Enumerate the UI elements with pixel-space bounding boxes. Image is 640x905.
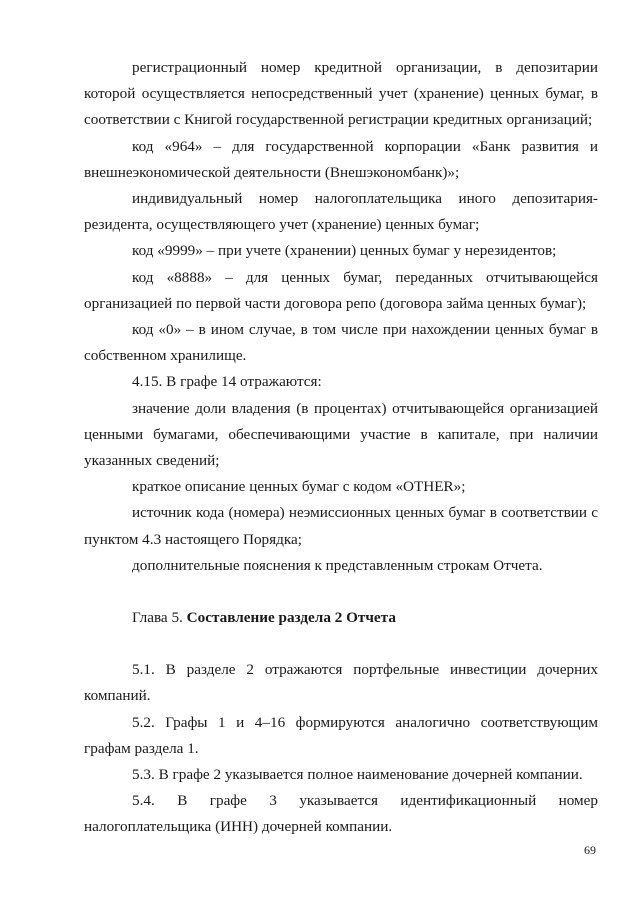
paragraph: 5.1. В разделе 2 отражаются портфельные инвестиции дочерних компаний. — [84, 661, 598, 705]
paragraph: 5.3. В графе 2 указывается полное наименование дочерней компании. — [132, 766, 583, 784]
paragraph: значение доли владения (в процентах) отчитывающейся организацией ценными бумагами, обеспечивающими участие в капитале, при наличии указанных сведений; — [84, 399, 598, 470]
paragraph: код «8888» – для ценных бумаг, переданных отчитывающейся организацией по первой части договора репо (договора займа ценных бумаг); — [84, 268, 598, 312]
chapter-prefix: Глава 5. — [132, 609, 187, 627]
chapter-heading — [84, 605, 598, 631]
paragraph: источник кода (номера) неэмиссионных ценных бумаг в соответствии с пунктом 4.3 настоящего Порядка; — [84, 504, 598, 548]
spacer — [84, 631, 598, 657]
paragraph: 4.15. В графе 14 отражаются: — [132, 373, 322, 391]
page-number: 69 — [584, 843, 596, 857]
paragraph: краткое описание ценных бумаг с кодом «OTHER»; — [132, 478, 466, 496]
paragraph: регистрационный номер кредитной организации, в депозитарии которой осуществляется непосредственный учет (хранение) ценных бумаг, в соответствии с Книгой государственной регистрации кредитных организаций; — [84, 59, 598, 129]
document-body — [84, 55, 598, 841]
chapter-title: Составление раздела 2 Отчета — [186, 609, 396, 627]
paragraph: 5.2. Графы 1 и 4–16 формируются аналогично соответствующим графам раздела 1. — [84, 713, 598, 757]
paragraph: код «964» – для государственной корпорации «Банк развития и внешнеэкономической деятельности (Внешэкономбанк)»; — [84, 137, 598, 181]
paragraph: индивидуальный номер налогоплательщика иного депозитария-резидента, осуществляющего учет (хранение) ценных бумаг; — [84, 190, 598, 234]
paragraph: код «0» – в ином случае, в том числе при нахождении ценных бумаг в собственном хранилище. — [84, 321, 598, 365]
paragraph: дополнительные пояснения к представленным строкам Отчета. — [132, 556, 543, 574]
paragraph: код «9999» – при учете (хранении) ценных бумаг у нерезидентов; — [132, 242, 557, 260]
spacer — [84, 579, 598, 605]
paragraph: 5.4. В графе 3 указывается идентификационный номер налогоплательщика (ИНН) дочерней компании. — [84, 792, 598, 836]
